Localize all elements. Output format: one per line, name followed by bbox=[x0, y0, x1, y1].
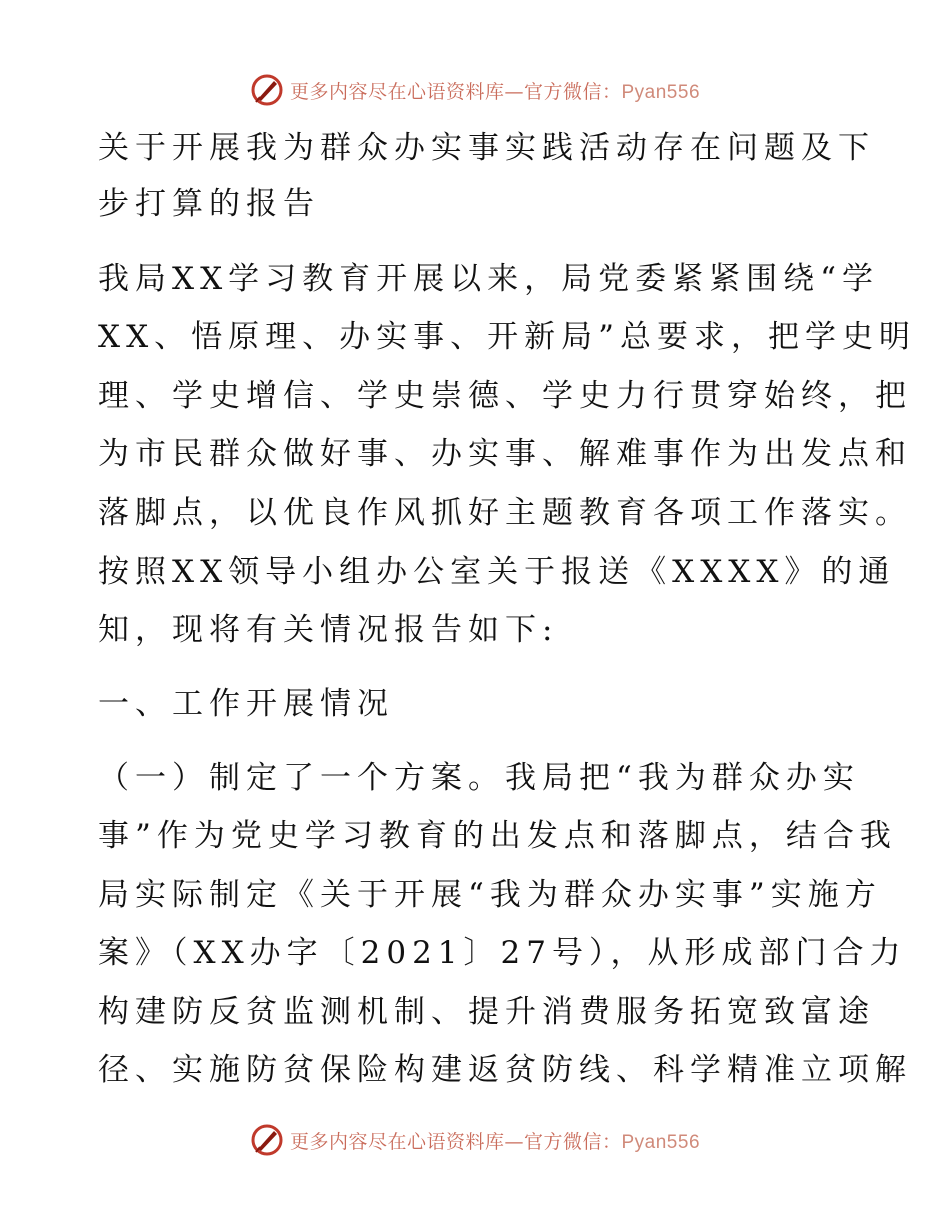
document-title-line-1: 关于开展我为群众办实事实践活动存在问题及下 bbox=[98, 130, 875, 166]
intro-line: 理、学史增信、学史崇德、学史力行贯穿始终，把 bbox=[98, 378, 912, 414]
intro-line: 落脚点，以优良作风抓好主题教育各项工作落实。 bbox=[98, 495, 912, 531]
section-body-line: 构建防反贫监测机制、提升消费服务拓宽致富途 bbox=[98, 994, 875, 1030]
intro-line: 为市民群众做好事、办实事、解难事作为出发点和 bbox=[98, 436, 912, 472]
section-body-line: 案》（XX办字〔2021〕27号），从形成部门合力 bbox=[98, 935, 907, 971]
watermark-text: 更多内容尽在心语资料库—官方微信：Pyan556 bbox=[289, 80, 701, 103]
document-title-line-2: 步打算的报告 bbox=[98, 186, 320, 222]
quill-logo-icon bbox=[250, 73, 284, 107]
section-body-line: 事”作为党史学习教育的出发点和落脚点，结合我 bbox=[98, 818, 897, 854]
intro-line: 知，现将有关情况报告如下: bbox=[98, 612, 559, 648]
watermark-text: 更多内容尽在心语资料库—官方微信：Pyan556 bbox=[289, 1130, 701, 1153]
section-body-line: 局实际制定《关于开展“我为群众办实事”实施方 bbox=[98, 877, 882, 913]
section-body-line: 径、实施防贫保险构建返贫防线、科学精准立项解 bbox=[98, 1052, 912, 1088]
section-heading: 一、工作开展情况 bbox=[98, 686, 394, 722]
quill-logo-icon bbox=[250, 1123, 284, 1157]
watermark-footer bbox=[0, 1120, 950, 1160]
intro-line: 我局XX学习教育开展以来，局党委紧紧围绕“学 bbox=[98, 261, 879, 297]
section-body-line: （一）制定了一个方案。我局把“我为群众办实 bbox=[98, 760, 860, 796]
intro-line: 按照XX领导小组办公室关于报送《XXXX》的通 bbox=[98, 554, 896, 590]
watermark-header bbox=[0, 70, 950, 110]
intro-line: XX、悟原理、办实事、开新局”总要求，把学史明 bbox=[98, 319, 916, 355]
